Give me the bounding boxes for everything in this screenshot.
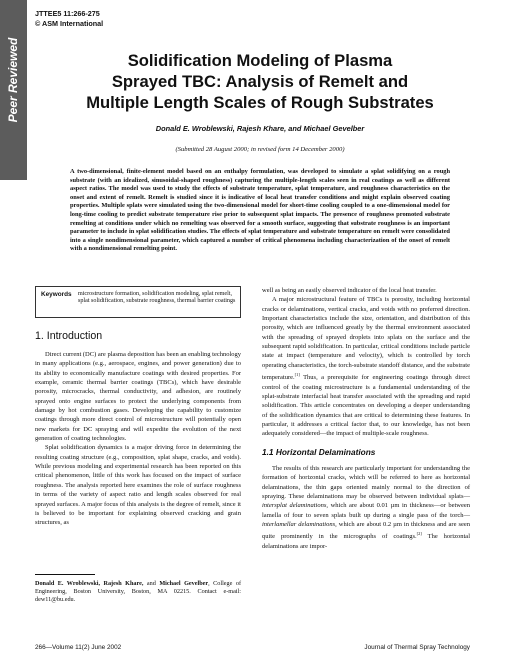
copyright: © ASM International	[35, 19, 104, 28]
paragraph-text: , which are about 0.2 µm in thickness and are seen quite prominently in the micrographs of coatings.	[262, 521, 470, 541]
journal-citation: JTTEE5 11:266-275	[35, 9, 100, 18]
submission-dates: (Submitted 28 August 2000; in revised form 14 December 2000)	[175, 146, 345, 153]
paragraph-text: Thus, a prerequisite for engineering coatings through direct control of the coating microstructure is a fundamental understanding of the splat-substrate interfacial heat transfer associated with the spreading and rapid solidification. This article concentrates on developing a deeper understanding of the solidification dynamics that are critical to determining these features. In particular, it addresses a critical factor that, to our knowledge, has not been adequately considered—the impact of multiple-scale roughness.	[262, 374, 470, 438]
footer-volume: 266—Volume 11(2) June 2002	[35, 644, 122, 651]
keywords-text: microstructure formation, solidification modeling, splat remelt, splat solidification, substrate roughness, thermal barrier coatings	[78, 291, 236, 305]
left-column	[35, 350, 241, 528]
author-affiliation	[35, 580, 241, 605]
italic-term: intersplat delaminations	[262, 502, 327, 510]
author-list: Donald E. Wroblewski, Rajesh Khare, and Michael Gevelber	[155, 124, 365, 133]
peer-reviewed-label: Peer Reviewed	[6, 37, 20, 123]
intro-paragraph-1: Direct current (DC) are plasma deposition has been an enabling technology in many applications (e.g., aerospace, engines, and power generation) due to its ability to economically manufacture coatings with desired properties. For example, ceramic thermal barrier coatings (TBCs), which have desirable porosity, microcracks, thermal conductivity, and adhesion, are routinely sprayed onto engine surfaces to protect the underlying components from damage by hot combustion gases. Developing the capability to customize coatings through more direct control of microstructure will potentially open new markets for DC spraying and will expedite the evolution of the next generation of coating technologies.	[35, 351, 242, 443]
delaminations-paragraph	[262, 464, 470, 551]
italic-term: interlamellar delaminations	[262, 521, 336, 529]
intro-paragraph-2: Splat solidification dynamics is a major driving force in determining the resulting coating structure (e.g., composition, splat shape, cracks, and voids). While previous modeling and experimental research has been reported on this critical phenomenon, little of this work has focused on the impact of surface roughness. The analysis reported here examines the role of surface roughness in terms of the variety of aspect ratio and length scales observed for real sprayed surfaces. A major focus of this analysis is the degree of remelt, since it is believed to be important for explaining observed cracking and grain structures, as	[35, 444, 241, 527]
footer-journal-name: Journal of Thermal Spray Technology	[364, 644, 470, 651]
paragraph-text: The horizontal delaminations are impor-	[262, 533, 470, 550]
citation-ref-1: [1]	[294, 372, 300, 378]
right-column	[262, 286, 470, 551]
keywords-label: Keywords	[41, 291, 72, 298]
section-heading-introduction: 1. Introduction	[35, 330, 103, 342]
footnote-rule	[35, 574, 95, 575]
paragraph-text: A major microstructural feature of TBCs is porosity, including horizontal cracks or delaminations, vertical cracks, and voids with no preferred direction. Important characteristics include the size, orientation, and distribution of this porosity, which are influenced greatly by the thermal environment associated with the spreading of sprayed droplets into splats on the surface and the subsequent rapid solidification. In particular, critical conditions include particle state at impact (temperature and velocity), which is controlled by torch operating characteristics, the torch-substrate standoff distance, and the substrate temperature.	[262, 296, 470, 382]
paragraph-text: The results of this research are particularly important for understanding the formation of horizontal cracks, which will be referred to here as horizontal delaminations, the thin gaps oriented mainly normal to the direction of spraying. These delaminations may be observed between individual splats—	[262, 465, 470, 501]
abstract: A two-dimensional, finite-element model based on an enthalpy formulation, was developed to simulate a splat solidifying on a rough substrate (with an idealized, sinusoidal-shaped roughness) capturing the multiple-length scales seen in real coatings as well as different aspect ratios. The model was used to study the effects of substrate temperature, splat temperature, and roughness characteristics on the onset and extent of remelt. Remelt is studied since it is indicative of local heat transfer conditions and might explain observed coating properties. Multiple splats were simulated using the two-dimensional model for short-time cooling coupled to a one-dimensional model for long-time cooling to predict substrate temperature rise prior to subsequent splat impacts. The presence of roughness promoted substrate remelting at conditions under which no remelting was observed for a smooth surface, suggesting that substrate roughness is an important parameter to include in splat solidification studies. The effects of splat temperature and substrate temperature on remelt were consolidated into a single nondimensional parameter, which captured a number of critical phenomena including characterization of the onset of remelt with a nondimensional remelting point.	[70, 168, 450, 253]
paragraph-text: , which are about 0.01 µm in thickness—or between lamella of four to seven splats built up during a single pass of the torch—	[262, 502, 471, 519]
title-line-3: Multiple Length Scales of Rough Substrates	[86, 93, 434, 112]
affiliation-and: and	[143, 580, 160, 587]
peer-reviewed-sidebar	[0, 0, 27, 180]
tbc-porosity-paragraph	[262, 295, 470, 438]
citation-ref-2: [2]	[416, 531, 422, 537]
title-line-2: Sprayed TBC: Analysis of Remelt and	[111, 72, 409, 91]
continued-paragraph: well as being an easily observed indicator of the local heat transfer.	[262, 287, 437, 294]
keywords-box	[35, 286, 241, 318]
affiliation-last-name: Michael Gevelber	[159, 580, 209, 587]
title-line-1: Solidification Modeling of Plasma	[127, 51, 393, 70]
affiliation-names: Donald E. Wroblewski, Rajesh Khare,	[35, 580, 144, 587]
affiliation-details: , College of Engineering, Boston University, Boston, MA 02215. Contact e-mail: dew11@bu.edu.	[35, 580, 242, 604]
subsection-heading-horizontal-delaminations: 1.1 Horizontal Delaminations	[262, 446, 376, 457]
journal-meta	[35, 9, 103, 29]
article-title	[30, 50, 490, 113]
